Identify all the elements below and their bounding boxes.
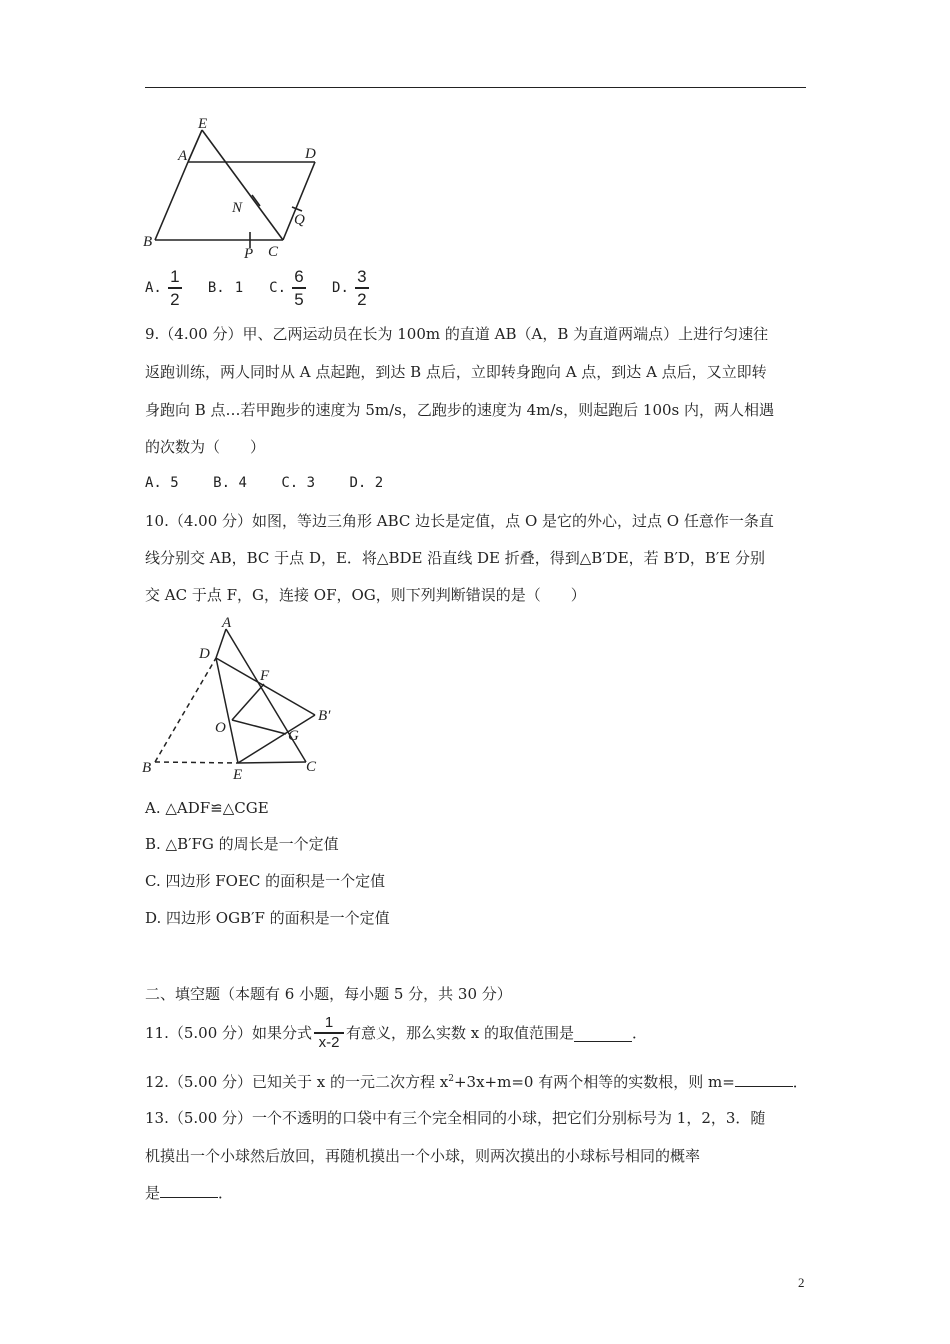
q9-line-3: 身跑向 B 点…若甲跑步的速度为 5m/s，乙跑步的速度为 4m/s，则起跑后 100s 内，两人相遇 <box>145 401 774 419</box>
q8-option-c <box>269 267 306 309</box>
numerator: 1 <box>170 267 180 286</box>
segment-EC <box>202 130 283 240</box>
q12-answer-blank[interactable] <box>735 1072 793 1087</box>
q12-prefix: 12.（5.00 分）已知关于 x 的一元二次方程 x <box>145 1073 449 1091</box>
q12-end: ． <box>792 1073 808 1091</box>
q10-line-2: 线分别交 AB，BC 于点 D，E．将△BDE 沿直线 DE 折叠，得到△B′DE，若 B′D，B′E 分别 <box>145 549 766 567</box>
option-letter: D. <box>332 280 349 296</box>
figure-triangle-fold <box>138 612 348 782</box>
q13-last-prefix: 是 <box>145 1184 161 1202</box>
numerator: 1 <box>324 1014 334 1031</box>
q10-option-a: A. △ADF≌△CGE <box>145 799 269 817</box>
q13-answer-blank[interactable] <box>160 1183 218 1198</box>
q11-fraction <box>314 1015 344 1051</box>
label-N: N <box>232 200 243 216</box>
edge-BA <box>155 162 188 240</box>
edge-BD-dashed <box>155 658 216 762</box>
option-letter: C. <box>269 280 287 296</box>
label-B-prime: B′ <box>318 708 331 724</box>
edge-DB' <box>216 658 315 715</box>
label-O: O <box>215 720 226 736</box>
q11-answer-blank[interactable] <box>574 1025 632 1042</box>
fraction <box>355 267 369 309</box>
q10-option-c: C. 四边形 FOEC 的面积是一个定值 <box>145 872 386 890</box>
q8-option-b <box>208 277 243 299</box>
label-P: P <box>244 246 254 262</box>
edge-BE-dashed <box>155 762 238 763</box>
denominator: x-2 <box>318 1034 340 1051</box>
q9-line-1: 9.（4.00 分）甲、乙两运动员在长为 100m 的直道 AB（A，B 为直道两端点）上进行匀速往 <box>145 325 769 343</box>
numerator: 6 <box>294 267 304 286</box>
q13-line-3 <box>145 1182 233 1204</box>
label-F: F <box>260 668 270 684</box>
edge-EB' <box>238 715 315 763</box>
label-A: A <box>178 148 188 164</box>
label-C: C <box>268 244 279 260</box>
denominator: 5 <box>294 290 304 309</box>
label-E: E <box>233 767 243 782</box>
label-D: D <box>305 146 316 162</box>
q13-end: ． <box>218 1184 234 1202</box>
q12-exponent: 2 <box>448 1074 454 1084</box>
edge-EA <box>188 130 202 162</box>
numerator: 3 <box>357 267 367 286</box>
fold-DE <box>216 658 238 763</box>
q9-option-c: C. 3 <box>281 475 316 491</box>
denominator: 2 <box>170 290 180 309</box>
label-E: E <box>198 116 208 132</box>
option-letter: B. <box>207 280 225 296</box>
q9-option-a: A. 5 <box>145 475 179 491</box>
q12-suffix: +3x+m=0 有两个相等的实数根，则 m= <box>453 1073 735 1091</box>
q11-suffix: 有意义，那么实数 x 的取值范围是 <box>346 1024 575 1042</box>
q13-line-2: 机摸出一个小球然后放回，再随机摸出一个小球，则两次摸出的小球标号相同的概率 <box>145 1147 701 1165</box>
option-letter: A. <box>145 280 162 296</box>
option-value: 1 <box>234 280 244 296</box>
q8-option-d <box>332 267 369 309</box>
label-G: G <box>288 728 299 744</box>
denominator: 2 <box>357 290 367 309</box>
fraction <box>292 267 306 309</box>
q11 <box>145 1015 647 1051</box>
label-A: A <box>222 615 232 631</box>
segment-OF <box>232 684 264 720</box>
page-number: 2 <box>798 1275 805 1290</box>
fraction-bar <box>168 287 182 289</box>
label-B: B <box>142 760 152 776</box>
section-2-title: 二、填空题（本题有 6 小题，每小题 5 分，共 30 分） <box>145 985 512 1003</box>
label-D: D <box>199 646 210 662</box>
label-C: C <box>306 759 317 775</box>
fraction <box>168 267 182 309</box>
header-rule <box>145 87 806 88</box>
q9-options <box>145 472 383 494</box>
label-Q: Q <box>294 212 305 228</box>
q8-options <box>145 267 395 309</box>
q11-prefix: 11.（5.00 分）如果分式 <box>145 1024 313 1042</box>
q8-option-a <box>145 267 182 309</box>
edge-EC <box>238 762 306 763</box>
q9-option-b: B. 4 <box>213 475 247 491</box>
q12 <box>145 1071 808 1093</box>
q11-end: ． <box>632 1024 648 1042</box>
fraction-bar <box>292 287 306 289</box>
q10-line-3: 交 AC 于点 F，G，连接 OF，OG，则下列判断错误的是（ ） <box>145 586 586 604</box>
q10-line-1: 10.（4.00 分）如图，等边三角形 ABC 边长是定值，点 O 是它的外心，过点 O 任意作一条直 <box>145 512 774 530</box>
figure-parallelogram <box>140 112 340 262</box>
q9-option-d: D. 2 <box>349 475 384 491</box>
q13-line-1: 13.（5.00 分）一个不透明的口袋中有三个完全相同的小球，把它们分别标号为 1，2，3．随 <box>145 1109 766 1127</box>
edge-DA <box>216 629 226 658</box>
fraction-bar <box>355 287 369 289</box>
q10-option-d: D. 四边形 OGB′F 的面积是一个定值 <box>145 909 390 927</box>
q9-line-2: 返跑训练，两人同时从 A 点起跑，到达 B 点后，立即转身跑向 A 点，到达 A 点后，又立即转 <box>145 363 767 381</box>
q10-option-b: B. △B′FG 的周长是一个定值 <box>145 835 339 853</box>
q9-line-4: 的次数为（ ） <box>145 438 266 456</box>
edge-DC <box>283 162 315 240</box>
label-B: B <box>143 234 153 250</box>
segment-OG <box>232 720 286 734</box>
